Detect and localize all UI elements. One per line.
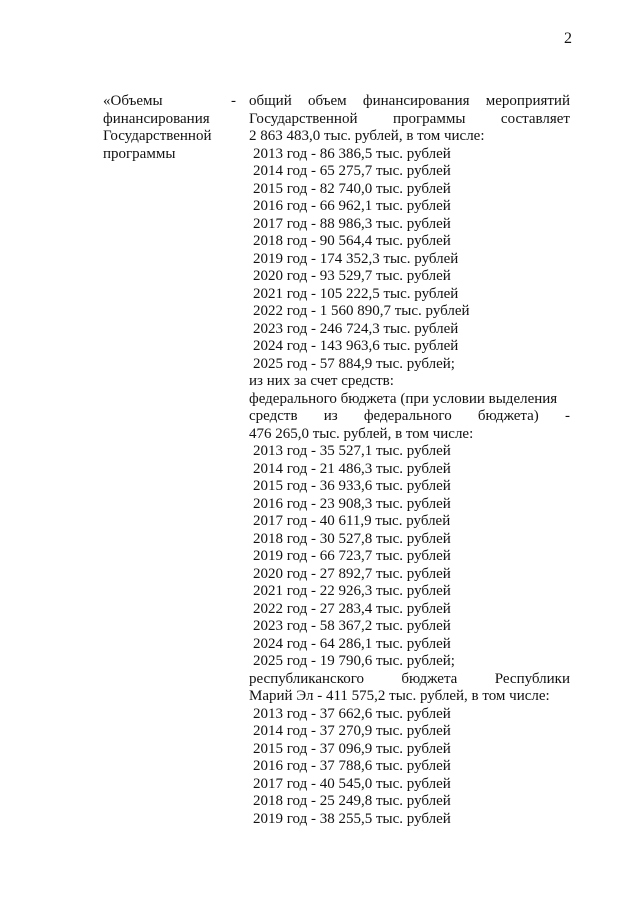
heading-dash: - bbox=[231, 93, 236, 109]
year-amount-line: 2023 год - 58 367,2 тыс. рублей bbox=[253, 618, 451, 634]
year-amount-line: 2023 год - 246 724,3 тыс. рублей bbox=[253, 320, 459, 337]
page-number: 2 bbox=[564, 30, 572, 47]
year-amount-line: 2022 год - 1 560 890,7 тыс. рублей bbox=[253, 303, 470, 319]
year-amount-line: 2014 год - 37 270,9 тыс. рублей bbox=[253, 723, 451, 739]
word: программы bbox=[393, 110, 466, 127]
word: республиканского bbox=[249, 670, 364, 687]
year-amount-line: 2017 год - 40 545,0 тыс. рублей bbox=[253, 775, 451, 792]
year-amount-line: 2015 год - 37 096,9 тыс. рублей bbox=[253, 740, 451, 757]
section-heading bbox=[103, 93, 223, 163]
year-amount-line: 2018 год - 30 527,8 тыс. рублей bbox=[253, 530, 451, 547]
year-amount-line: 2025 год - 57 884,9 тыс. рублей; bbox=[253, 355, 455, 372]
year-amount-line: 2019 год - 38 255,5 тыс. рублей bbox=[253, 810, 451, 827]
year-amount-line: 2025 год - 19 790,6 тыс. рублей; bbox=[253, 653, 455, 669]
total-years-list bbox=[249, 146, 570, 374]
federal-years-list bbox=[249, 443, 570, 671]
word: составляет bbox=[500, 110, 570, 127]
word: Республики bbox=[494, 670, 570, 687]
republic-intro-line bbox=[249, 671, 570, 689]
year-amount-line: 2015 год - 36 933,6 тыс. рублей bbox=[253, 478, 451, 494]
year-amount-line: 2021 год - 22 926,3 тыс. рублей bbox=[253, 583, 451, 599]
financing-description bbox=[249, 93, 570, 828]
federal-intro-line: федерального бюджета (при условии выделения bbox=[249, 390, 558, 407]
republic-years-list bbox=[249, 706, 570, 829]
year-amount-line: 2020 год - 93 529,7 тыс. рублей bbox=[253, 268, 451, 284]
word: мероприятий bbox=[485, 93, 570, 109]
year-amount-line: 2022 год - 27 283,4 тыс. рублей bbox=[253, 600, 451, 617]
year-amount-line: 2016 год - 66 962,1 тыс. рублей bbox=[253, 198, 451, 214]
year-amount-line: 2018 год - 25 249,8 тыс. рублей bbox=[253, 793, 451, 809]
year-amount-line: 2013 год - 37 662,6 тыс. рублей bbox=[253, 705, 451, 722]
year-amount-line: 2017 год - 40 611,9 тыс. рублей bbox=[253, 513, 451, 529]
year-amount-line: 2013 год - 35 527,1 тыс. рублей bbox=[253, 443, 451, 459]
year-amount-line: 2016 год - 37 788,6 тыс. рублей bbox=[253, 758, 451, 774]
total-intro-line bbox=[249, 93, 570, 111]
year-amount-line: 2020 год - 27 892,7 тыс. рублей bbox=[253, 565, 451, 582]
word: бюджета bbox=[401, 670, 458, 687]
year-amount-line: 2019 год - 174 352,3 тыс. рублей bbox=[253, 250, 459, 267]
year-amount-line: 2017 год - 88 986,3 тыс. рублей bbox=[253, 215, 451, 232]
federal-amount-line: 476 265,0 тыс. рублей, в том числе: bbox=[249, 425, 474, 442]
sources-intro: из них за счет средств: bbox=[249, 373, 394, 389]
republic-amount-line: Марий Эл - 411 575,2 тыс. рублей, в том числе: bbox=[249, 688, 550, 704]
year-amount-line: 2021 год - 105 222,5 тыс. рублей bbox=[253, 285, 459, 302]
section-heading-line: финансирования bbox=[103, 110, 210, 127]
word: финансирования bbox=[362, 93, 470, 109]
word: - bbox=[564, 408, 570, 424]
year-amount-line: 2015 год - 82 740,0 тыс. рублей bbox=[253, 180, 451, 197]
year-amount-line: 2014 год - 21 486,3 тыс. рублей bbox=[253, 460, 451, 477]
year-amount-line: 2014 год - 65 275,7 тыс. рублей bbox=[253, 163, 451, 179]
word: федерального bbox=[363, 408, 452, 424]
section-heading-line: программы bbox=[103, 145, 176, 162]
total-amount-line: 2 863 483,0 тыс. рублей, в том числе: bbox=[249, 128, 485, 144]
word: средств bbox=[249, 408, 298, 424]
word: общий bbox=[249, 93, 292, 109]
word: бюджета) bbox=[477, 408, 539, 424]
year-amount-line: 2016 год - 23 908,3 тыс. рублей bbox=[253, 495, 451, 512]
word: объем bbox=[307, 93, 347, 109]
word: из bbox=[323, 408, 338, 424]
year-amount-line: 2024 год - 64 286,1 тыс. рублей bbox=[253, 635, 451, 652]
year-amount-line: 2013 год - 86 386,5 тыс. рублей bbox=[253, 145, 451, 162]
federal-intro-line bbox=[249, 408, 570, 426]
year-amount-line: 2024 год - 143 963,6 тыс. рублей bbox=[253, 338, 459, 354]
total-intro-line bbox=[249, 111, 570, 129]
year-amount-line: 2018 год - 90 564,4 тыс. рублей bbox=[253, 233, 451, 249]
section-heading-line: Государственной bbox=[103, 128, 212, 144]
section-heading-line: «Объемы bbox=[103, 93, 163, 109]
year-amount-line: 2019 год - 66 723,7 тыс. рублей bbox=[253, 548, 451, 564]
word: Государственной bbox=[249, 110, 358, 127]
